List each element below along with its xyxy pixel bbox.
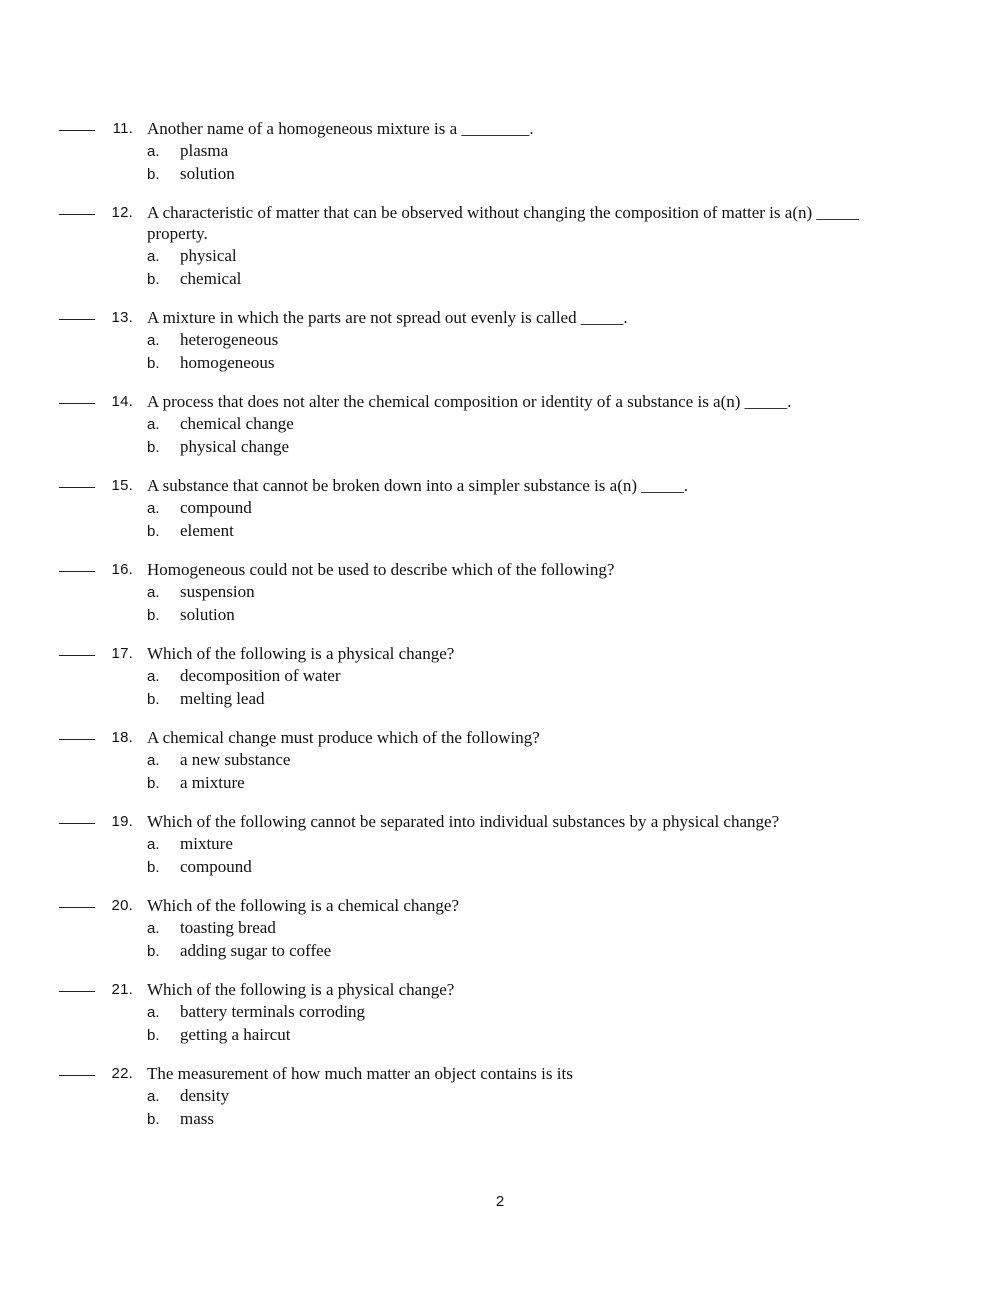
answer-option bbox=[0, 1024, 1000, 1047]
answer-blank-line[interactable] bbox=[59, 823, 95, 824]
answer-option bbox=[0, 245, 1000, 268]
question-text: Which of the following is a physical change? bbox=[147, 644, 455, 663]
answer-option bbox=[0, 1085, 1000, 1108]
question-row bbox=[0, 978, 1000, 1001]
question-row bbox=[0, 642, 1000, 665]
question-item bbox=[0, 558, 1000, 626]
question-number: 16. bbox=[111, 561, 133, 578]
option-letter: a. bbox=[147, 143, 160, 160]
question-row bbox=[0, 474, 1000, 497]
question-number: 13. bbox=[111, 309, 133, 326]
page-number: 2 bbox=[495, 1193, 505, 1210]
option-letter: a. bbox=[147, 248, 160, 265]
answer-option bbox=[0, 436, 1000, 459]
question-row bbox=[0, 306, 1000, 329]
answer-blank-line[interactable] bbox=[59, 1075, 95, 1076]
question-text: The measurement of how much matter an object contains is its bbox=[147, 1064, 573, 1083]
option-letter: a. bbox=[147, 752, 160, 769]
answer-option bbox=[0, 772, 1000, 795]
answer-option bbox=[0, 665, 1000, 688]
answer-blank-line[interactable] bbox=[59, 739, 95, 740]
option-letter: b. bbox=[147, 354, 160, 372]
option-text: compound bbox=[180, 856, 252, 876]
answer-option bbox=[0, 688, 1000, 711]
answer-blank-line[interactable] bbox=[59, 907, 95, 908]
answer-option bbox=[0, 1001, 1000, 1024]
option-letter: a. bbox=[147, 584, 160, 601]
option-letter: b. bbox=[147, 1026, 160, 1044]
option-text: toasting bread bbox=[180, 918, 276, 937]
option-letter: a. bbox=[147, 500, 160, 517]
answer-blank-line[interactable] bbox=[59, 655, 95, 656]
option-text: decomposition of water bbox=[180, 666, 341, 685]
answer-option bbox=[0, 352, 1000, 375]
question-row bbox=[0, 810, 1000, 833]
option-letter: a. bbox=[147, 668, 160, 685]
question-number: 22. bbox=[111, 1065, 133, 1082]
question-text: Which of the following cannot be separated into individual substances by a physical change? bbox=[147, 812, 780, 831]
question-text: Another name of a homogeneous mixture is a ________. bbox=[147, 119, 534, 138]
option-text: a new substance bbox=[180, 750, 291, 769]
option-text: adding sugar to coffee bbox=[180, 940, 332, 960]
answer-blank-line[interactable] bbox=[59, 130, 95, 131]
question-row bbox=[0, 558, 1000, 581]
option-letter: b. bbox=[147, 606, 160, 624]
question-list bbox=[0, 117, 1000, 1146]
answer-blank-line[interactable] bbox=[59, 571, 95, 572]
answer-blank-line[interactable] bbox=[59, 991, 95, 992]
question-row bbox=[0, 390, 1000, 413]
question-item bbox=[0, 894, 1000, 962]
option-letter: b. bbox=[147, 1110, 160, 1128]
answer-option bbox=[0, 940, 1000, 963]
option-letter: b. bbox=[147, 270, 160, 288]
answer-option bbox=[0, 749, 1000, 772]
option-letter: b. bbox=[147, 942, 160, 960]
question-item bbox=[0, 117, 1000, 185]
option-text: physical change bbox=[180, 436, 290, 456]
question-item bbox=[0, 642, 1000, 710]
question-text: Which of the following is a chemical change? bbox=[147, 896, 460, 915]
answer-option bbox=[0, 329, 1000, 352]
option-text: plasma bbox=[180, 141, 229, 160]
option-letter: a. bbox=[147, 332, 160, 349]
option-text: battery terminals corroding bbox=[180, 1002, 366, 1021]
answer-option bbox=[0, 604, 1000, 627]
question-number: 12. bbox=[111, 204, 133, 221]
question-item bbox=[0, 726, 1000, 794]
question-number: 20. bbox=[111, 897, 133, 914]
option-text: chemical bbox=[180, 268, 242, 288]
option-text: mixture bbox=[180, 834, 233, 853]
question-item bbox=[0, 1062, 1000, 1130]
question-text: A mixture in which the parts are not spread out evenly is called _____. bbox=[147, 308, 628, 327]
question-row bbox=[0, 117, 1000, 140]
question-text-continuation: property. bbox=[147, 224, 208, 243]
answer-option bbox=[0, 581, 1000, 604]
question-row bbox=[0, 1062, 1000, 1085]
question-item bbox=[0, 390, 1000, 458]
question-number: 19. bbox=[111, 813, 133, 830]
answer-option bbox=[0, 140, 1000, 163]
answer-blank-line[interactable] bbox=[59, 319, 95, 320]
answer-option bbox=[0, 1108, 1000, 1131]
option-letter: b. bbox=[147, 522, 160, 540]
question-text: A process that does not alter the chemical composition or identity of a substance is a(n) _____. bbox=[147, 392, 792, 411]
answer-option bbox=[0, 833, 1000, 856]
question-number: 15. bbox=[111, 477, 133, 494]
option-text: solution bbox=[180, 604, 235, 624]
answer-option bbox=[0, 497, 1000, 520]
option-text: getting a haircut bbox=[180, 1024, 291, 1044]
question-text: A substance that cannot be broken down into a simpler substance is a(n) _____. bbox=[147, 476, 689, 495]
question-text: Which of the following is a physical change? bbox=[147, 980, 455, 999]
answer-blank-line[interactable] bbox=[59, 487, 95, 488]
question-number: 14. bbox=[111, 393, 133, 410]
option-letter: a. bbox=[147, 920, 160, 937]
option-text: melting lead bbox=[180, 688, 265, 708]
option-text: element bbox=[180, 520, 234, 540]
option-letter: a. bbox=[147, 836, 160, 853]
option-letter: b. bbox=[147, 774, 160, 792]
question-item bbox=[0, 810, 1000, 878]
answer-blank-line[interactable] bbox=[59, 403, 95, 404]
option-letter: a. bbox=[147, 416, 160, 433]
option-letter: a. bbox=[147, 1004, 160, 1021]
question-text: A characteristic of matter that can be observed without changing the composition of matter is a(n) _____ bbox=[147, 203, 859, 222]
question-number: 21. bbox=[111, 981, 133, 998]
option-text: a mixture bbox=[180, 772, 245, 792]
question-item bbox=[0, 978, 1000, 1046]
answer-option bbox=[0, 163, 1000, 186]
option-text: suspension bbox=[180, 582, 255, 601]
question-row bbox=[0, 726, 1000, 749]
question-row bbox=[0, 894, 1000, 917]
question-number: 17. bbox=[111, 645, 133, 662]
option-text: homogeneous bbox=[180, 352, 275, 372]
option-text: chemical change bbox=[180, 414, 294, 433]
question-item bbox=[0, 201, 1000, 290]
option-text: heterogeneous bbox=[180, 330, 279, 349]
answer-option bbox=[0, 520, 1000, 543]
option-letter: b. bbox=[147, 690, 160, 708]
question-text: A chemical change must produce which of the following? bbox=[147, 728, 540, 747]
question-row bbox=[0, 201, 1000, 224]
answer-blank-line[interactable] bbox=[59, 214, 95, 215]
answer-option bbox=[0, 413, 1000, 436]
question-text: Homogeneous could not be used to describe which of the following? bbox=[147, 560, 615, 579]
question-number: 11. bbox=[112, 120, 133, 137]
option-text: mass bbox=[180, 1108, 214, 1128]
question-item bbox=[0, 306, 1000, 374]
answer-option bbox=[0, 856, 1000, 879]
question-item bbox=[0, 474, 1000, 542]
option-letter: a. bbox=[147, 1088, 160, 1105]
option-text: density bbox=[180, 1086, 230, 1105]
option-letter: b. bbox=[147, 165, 160, 183]
answer-option bbox=[0, 917, 1000, 940]
option-text: physical bbox=[180, 246, 237, 265]
option-letter: b. bbox=[147, 858, 160, 876]
option-letter: b. bbox=[147, 438, 160, 456]
question-number: 18. bbox=[111, 729, 133, 746]
option-text: solution bbox=[180, 163, 235, 183]
answer-option bbox=[0, 268, 1000, 291]
option-text: compound bbox=[180, 498, 252, 517]
